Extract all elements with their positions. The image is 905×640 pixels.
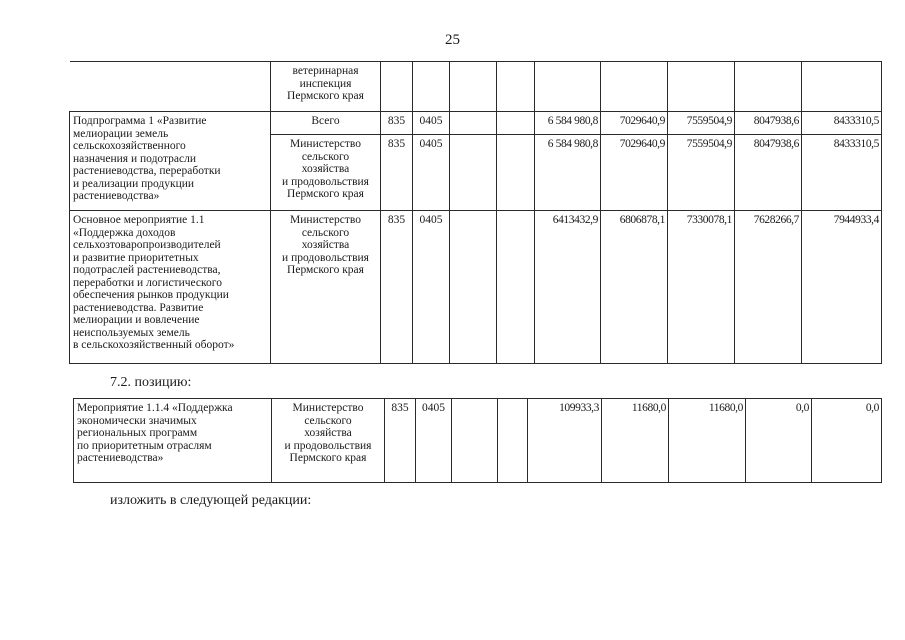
- budget-table-current: [69, 61, 882, 364]
- cell-value-1: 6 584 980,8: [535, 112, 601, 135]
- cell-csr: [450, 135, 497, 211]
- cell-name: Основное мероприятие 1.1 «Поддержка доходов сельхозтоваропроизводителей и развитие приоритетных подотраслей растениеводства, переработки и логистического обеспечения рынков продукции растениеводства. Развитие мелиорации и вовлечение неиспользуемых земель в сельскохозяйственный оборот»: [70, 211, 271, 364]
- cell-csr: [452, 399, 498, 483]
- paragraph-position: 7.2. позицию:: [110, 375, 192, 390]
- cell-value-1: 6 584 980,8: [535, 135, 601, 211]
- cell-executor: Министерство сельского хозяйства и продовольствия Пермского края: [271, 135, 381, 211]
- cell-value-5: 8433310,5: [802, 112, 882, 135]
- cell-executor: Всего: [271, 112, 381, 135]
- cell-value-4: 0,0: [746, 399, 812, 483]
- cell-value-3: 7330078,1: [668, 211, 735, 364]
- table-row: [70, 211, 882, 364]
- cell-value-3: 11680,0: [669, 399, 746, 483]
- cell-grbs: [381, 62, 413, 112]
- cell-value-5: [802, 62, 882, 112]
- cell-value-5: 8433310,5: [802, 135, 882, 211]
- cell-executor: Министерство сельского хозяйства и продовольствия Пермского края: [271, 211, 381, 364]
- table-row: [70, 112, 882, 135]
- cell-grbs: 835: [381, 211, 413, 364]
- budget-table-position: [73, 398, 882, 483]
- cell-value-3: [668, 62, 735, 112]
- table-row: [74, 399, 882, 483]
- cell-rzpr: [413, 62, 450, 112]
- cell-value-3: 7559504,9: [668, 112, 735, 135]
- cell-grbs: 835: [381, 135, 413, 211]
- cell-value-4: 8047938,6: [735, 112, 802, 135]
- cell-rzpr: 0405: [413, 211, 450, 364]
- cell-grbs: 835: [385, 399, 416, 483]
- cell-value-2: 6806878,1: [601, 211, 668, 364]
- cell-vr: [497, 211, 535, 364]
- cell-rzpr: 0405: [416, 399, 452, 483]
- cell-vr: [497, 112, 535, 135]
- cell-name: Мероприятие 1.1.4 «Поддержка экономически значимых региональных программ по приоритетным отраслям растениеводства»: [74, 399, 272, 483]
- cell-executor: ветеринарная инспекция Пермского края: [271, 62, 381, 112]
- cell-value-1: [535, 62, 601, 112]
- cell-vr: [497, 62, 535, 112]
- cell-value-2: 7029640,9: [601, 112, 668, 135]
- cell-vr: [497, 135, 535, 211]
- cell-value-4: 7628266,7: [735, 211, 802, 364]
- cell-value-5: 7944933,4: [802, 211, 882, 364]
- cell-value-2: [601, 62, 668, 112]
- cell-vr: [498, 399, 528, 483]
- cell-csr: [450, 112, 497, 135]
- cell-grbs: 835: [381, 112, 413, 135]
- cell-executor: Министерство сельского хозяйства и продовольствия Пермского края: [272, 399, 385, 483]
- cell-name: [70, 62, 271, 112]
- cell-value-5: 0,0: [812, 399, 882, 483]
- cell-value-1: 6413432,9: [535, 211, 601, 364]
- cell-value-2: 7029640,9: [601, 135, 668, 211]
- cell-name: Подпрограмма 1 «Развитие мелиорации земель сельскохозяйственного назначения и подотрасли растениеводства, переработки и реализации продукции растениеводства»: [70, 112, 271, 211]
- paragraph-new-edition: изложить в следующей редакции:: [110, 493, 312, 508]
- cell-csr: [450, 62, 497, 112]
- cell-rzpr: 0405: [413, 112, 450, 135]
- cell-rzpr: 0405: [413, 135, 450, 211]
- cell-value-1: 109933,3: [528, 399, 602, 483]
- cell-value-4: 8047938,6: [735, 135, 802, 211]
- cell-csr: [450, 211, 497, 364]
- cell-value-3: 7559504,9: [668, 135, 735, 211]
- cell-value-4: [735, 62, 802, 112]
- cell-value-2: 11680,0: [602, 399, 669, 483]
- table-row: [70, 62, 882, 112]
- page-number: 25: [445, 32, 460, 48]
